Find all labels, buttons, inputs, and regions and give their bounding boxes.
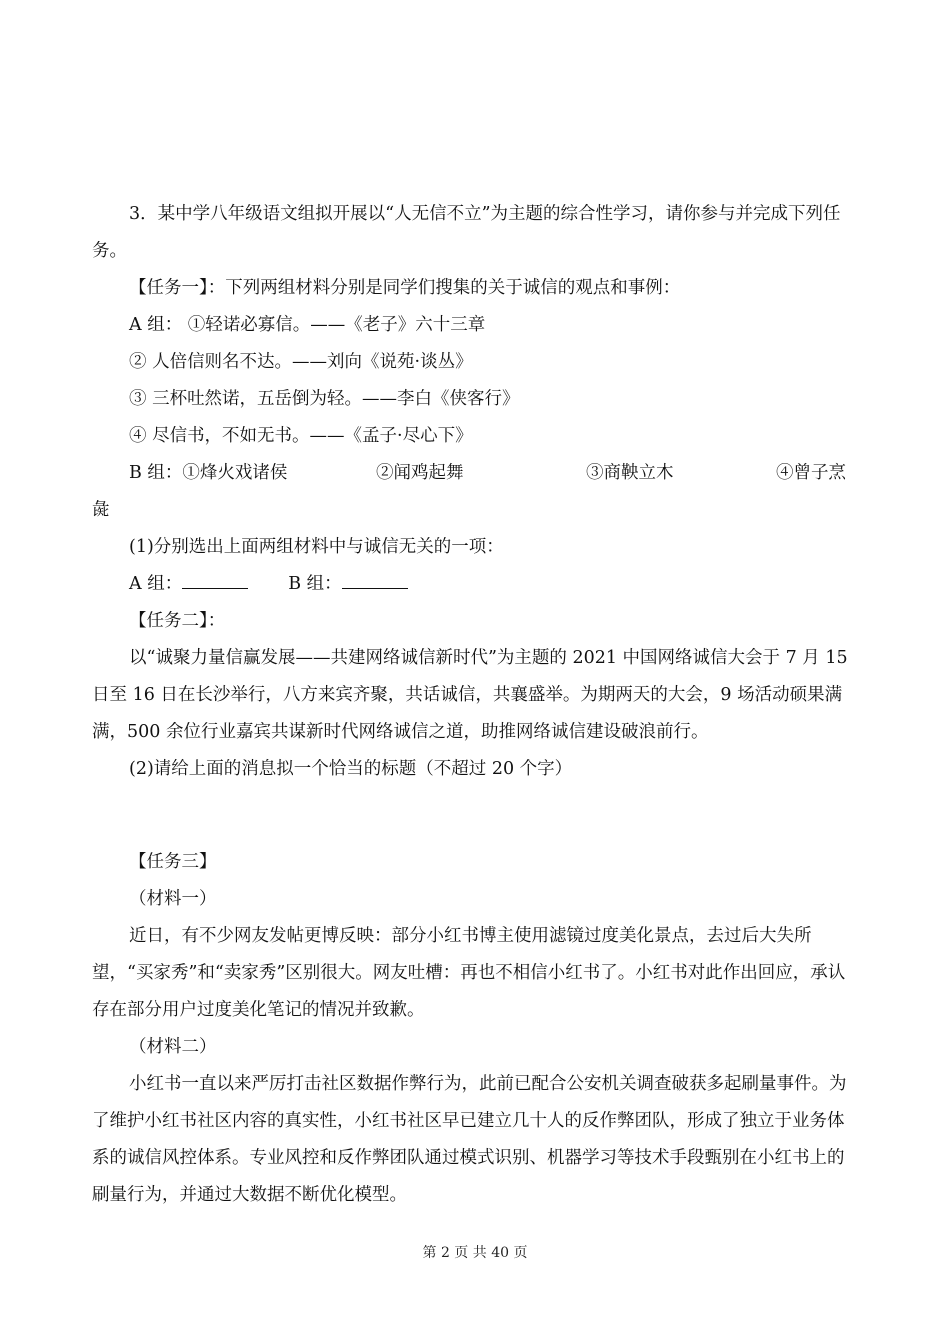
groupB-item-1: B 组：①烽火戏诸侯 — [129, 463, 288, 483]
sub-question-2: (2)请给上面的消息拟一个恰当的标题（不超过 20 个字） — [129, 759, 573, 779]
answer-space — [92, 788, 860, 844]
answerB-label: B 组： — [288, 574, 342, 594]
material1-text: 近日，有不少网友发帖更博反映：部分小红书博主使用滤镜过度美化景点，去过后大失所望，“买家秀”和“卖家秀”区别很大。网友吐槽：再也不相信小红书了。小红书对此作出回应，承认存在部分用户过度美化笔记的情况并致歉。 — [92, 926, 846, 1020]
groupA-item-1: A 组： ①轻诺必寡信。——《老子》六十三章 — [129, 315, 486, 335]
groupB-item-3: ③商鞅立木 — [586, 463, 674, 483]
answerB-blank[interactable] — [342, 566, 408, 589]
groupB-item-2: ②闻鸡起舞 — [376, 463, 464, 483]
sub-question-1: (1)分别选出上面两组材料中与诚信无关的一项： — [129, 537, 504, 557]
material2-text: 小红书一直以来严厉打击社区数据作弊行为，此前已配合公安机关调查破获多起刷量事件。为了维护小红书社区内容的真实性，小红书社区早已建立几十人的反作弊团队，形成了独立于业务体系的诚信风控体系。专业风控和反作弊团队通过模式识别、机器学习等技术手段甄别在小红书上的刷量行为，并通过大数据不断优化模型。 — [92, 1074, 847, 1205]
task2-title: 【任务二】： — [129, 611, 226, 631]
question-intro: 3．某中学八年级语文组拟开展以“人无信不立”为主题的综合性学习，请你参与并完成下列任务。 — [92, 204, 841, 261]
groupB-item-4-wrap: 彘 — [92, 500, 110, 520]
material2-title: （材料二） — [129, 1037, 217, 1057]
material1-title: （材料一） — [129, 889, 217, 909]
answerA-blank[interactable] — [182, 566, 248, 589]
groupA-item-3: ③ 三杯吐然诺，五岳倒为轻。——李白《侠客行》 — [129, 389, 520, 409]
groupA-item-2: ② 人倍信则名不达。——刘向《说苑·谈丛》 — [129, 352, 473, 372]
groupB-row — [92, 455, 860, 492]
answerA-label: A 组： — [129, 574, 183, 594]
task3-title: 【任务三】 — [129, 852, 217, 872]
question-3 — [92, 196, 860, 1214]
task1-title: 【任务一】：下列两组材料分别是同学们搜集的关于诚信的观点和事例： — [129, 278, 681, 298]
groupB-item-4: ④曾子烹 — [776, 463, 846, 483]
task2-text: 以“诚聚力量信赢发展——共建网络诚信新时代”为主题的 2021 中国网络诚信大会于 7 月 15 日至 16 日在长沙举行，八方来宾齐聚，共话诚信，共襄盛举。为期两天的大会，9 场活动硕果满满，500 余位行业嘉宾共谋新时代网络诚信之道，助推网络诚信建设破浪前行。 — [92, 648, 848, 742]
answer-line-row — [92, 566, 860, 603]
groupA-item-4: ④ 尽信书，不如无书。——《孟子·尽心下》 — [129, 426, 473, 446]
page-footer: 第 2 页 共 40 页 — [422, 1245, 528, 1261]
